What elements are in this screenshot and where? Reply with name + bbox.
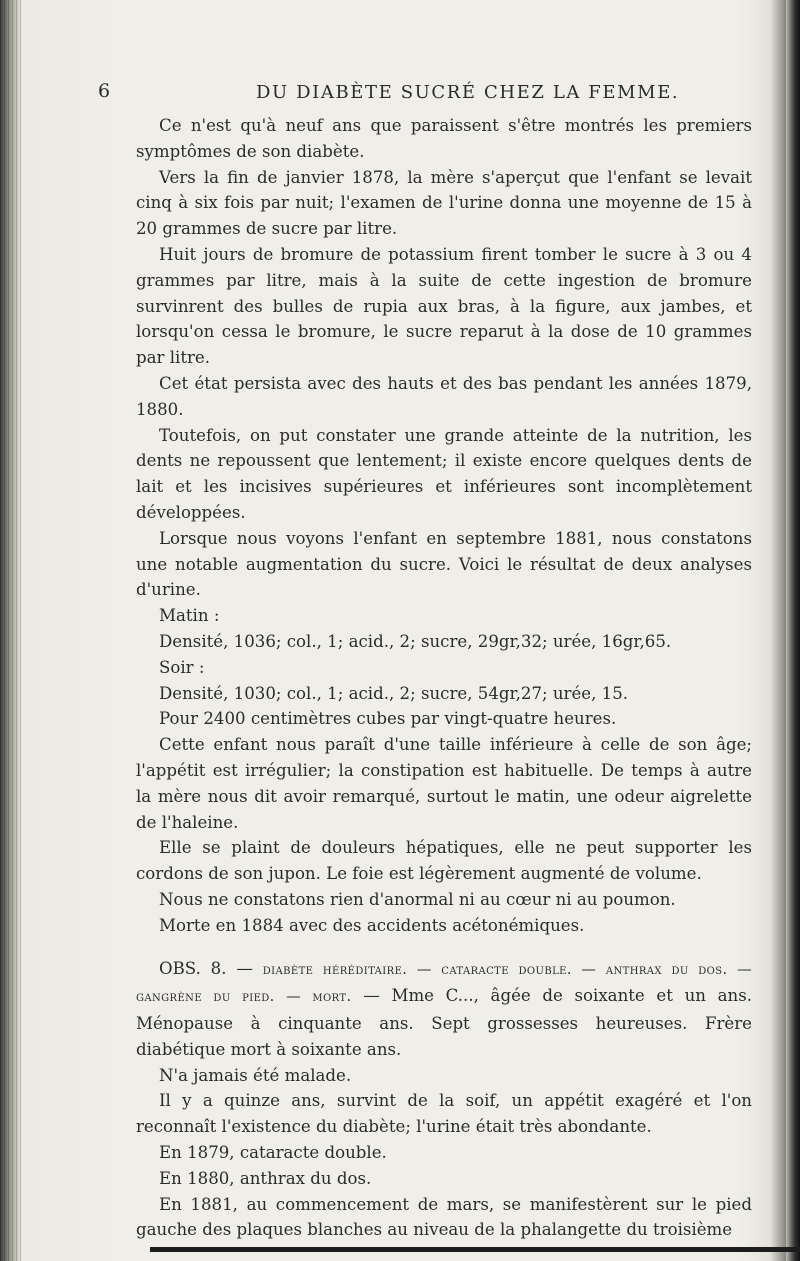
paragraph: N'a jamais été malade. <box>159 1065 352 1085</box>
page-bottom-edge <box>150 1247 800 1252</box>
paragraph: Cette enfant nous paraît d'une taille inférieure à celle de son âge; l'appétit est irrégulier; la constipation est habituelle. De temps à autre la mère nous dit avoir remarqué, surtout le matin, une odeur aigrelette de l'haleine. <box>136 735 752 832</box>
paragraph: Matin : <box>159 606 220 626</box>
paragraph: Cet état persista avec des hauts et des bas pendant les années 1879, 1880. <box>136 373 752 419</box>
paragraph: Vers la fin de janvier 1878, la mère s'aperçut que l'enfant se levait cinq à six fois par nuit; l'examen de l'urine donna une moyenne de 15 à 20 grammes de sucre par litre. <box>136 167 752 239</box>
page-header <box>0 80 800 110</box>
paragraph: Ce n'est qu'à neuf ans que paraissent s'être montrés les premiers symptômes de son diabète. <box>136 116 752 161</box>
book-binding-edge <box>0 0 24 1261</box>
page-number: 6 <box>98 80 111 102</box>
paragraph: Toutefois, on put constater une grande atteinte de la nutrition, les dents ne repoussent que lentement; il existe encore quelques dents de lait et les incisives supérieures et inférieures sont incomplètement développées. <box>136 425 752 522</box>
paragraph: Lorsque nous voyons l'enfant en septembre 1881, nous constatons une notable augmentation du sucre. Voici le résultat de deux analyses d'urine. <box>136 528 752 600</box>
paragraph: Huit jours de bromure de potassium firent tomber le sucre à 3 ou 4 grammes par litre, mais à la suite de cette ingestion de bromure survinrent des bulles de rupia aux bras, à la figure, aux jambes, et lorsqu'on cessa le bromure, le sucre reparut à la dose de 10 grammes par litre. <box>136 244 752 368</box>
observation-label: OBS. 8. — <box>159 958 253 978</box>
observation-heading <box>136 956 752 1063</box>
paragraph: Densité, 1036; col., 1; acid., 2; sucre, 29gr,32; urée, 16gr,65. <box>159 631 672 651</box>
paragraph: Soir : <box>159 657 205 677</box>
paragraph: Pour 2400 centimètres cubes par vingt-quatre heures. <box>159 709 617 729</box>
paragraph: Densité, 1030; col., 1; acid., 2; sucre, 54gr,27; urée, 15. <box>159 683 629 703</box>
paragraph: En 1881, au commencement de mars, se manifestèrent sur le pied gauche des plaques blanches au niveau de la phalangette du troisième <box>136 1194 752 1240</box>
body-text <box>136 113 752 1243</box>
paragraph: Il y a quinze ans, survint de la soif, un appétit exagéré et l'on reconnaît l'existence du diabète; l'urine était très abondante. <box>136 1091 752 1137</box>
paragraph: En 1880, anthrax du dos. <box>159 1168 372 1188</box>
observation-title: diabète héréditaire. — cataracte double. — anthrax du dos. — gangrène du pied. — mort. <box>136 961 753 1006</box>
paragraph: Morte en 1884 avec des accidents acétonémiques. <box>159 915 585 935</box>
paragraph: Elle se plaint de douleurs hépatiques, elle ne peut supporter les cordons de son jupon. Le foie est légèrement augmenté de volume. <box>136 838 752 884</box>
running-title: DU DIABÈTE SUCRÉ CHEZ LA FEMME. <box>256 82 680 103</box>
observation-intro: — Mme C..., âgée de soixante et un ans. Ménopause à cinquante ans. Sept grossesses heureuses. Frère diabétique mort à soixante ans. <box>136 986 753 1059</box>
paragraph: Nous ne constatons rien d'anormal ni au cœur ni au poumon. <box>159 889 676 909</box>
page-right-edge <box>786 0 800 1261</box>
paragraph: En 1879, cataracte double. <box>159 1143 387 1163</box>
